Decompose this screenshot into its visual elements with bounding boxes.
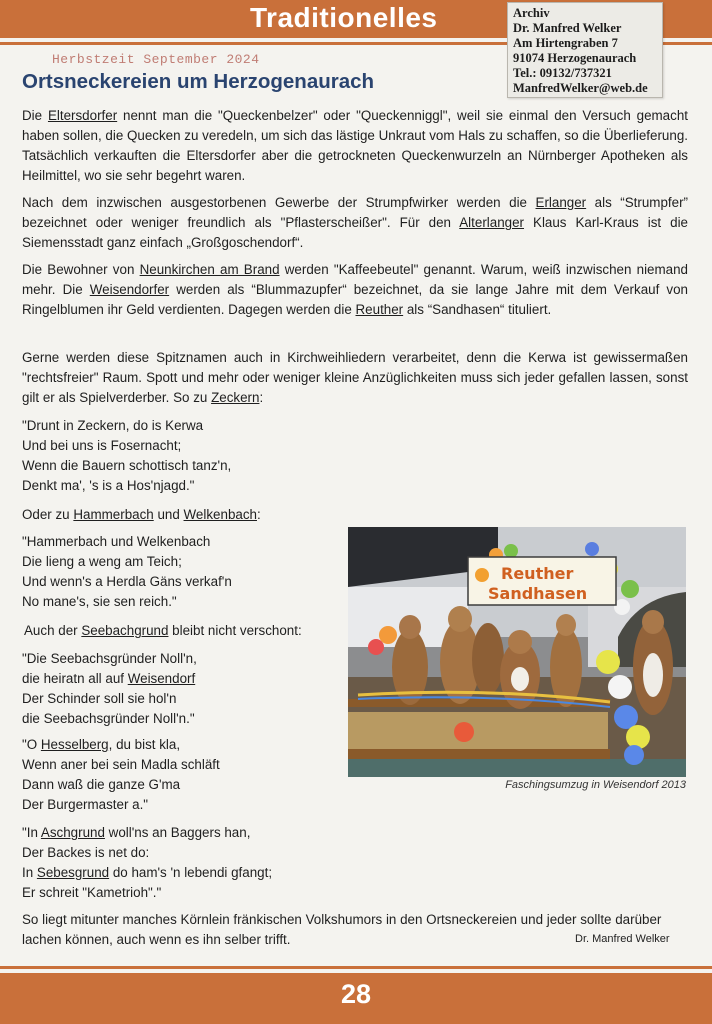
verse-aschgrund: "In Aschgrund woll'ns an Baggers han, Der Backes is net do: In Sebesgrund do ham's 'n lebendi gfangt; Er schreit "Kametrioh"." xyxy=(22,825,273,900)
verse-hesselberg: "O Hesselberg, du bist kla, Wenn aner bei sein Madla schläft Dann waß die ganze G'ma Der Burgermaster a." xyxy=(22,737,220,812)
stamp-line: Tel.: 09132/737321 xyxy=(513,66,612,80)
section-title: Traditionelles xyxy=(250,2,438,33)
page-number: 28 xyxy=(340,979,372,1009)
place-link: Erlanger xyxy=(535,195,587,210)
dateline: Herbstzeit September 2024 xyxy=(52,52,260,67)
stamp-line: Dr. Manfred Welker xyxy=(513,21,622,35)
place-link: Neunkirchen am Brand xyxy=(139,262,280,277)
photo-illustration xyxy=(348,527,686,777)
banner-line-1: Reuther xyxy=(501,564,574,583)
closing-paragraph: So liegt mitunter manches Körnlein fränkischen Volkshumors in den Ortsneckereien und jeder sollte darüber lachen können, auch wenn es ihn selber trifft. xyxy=(22,912,662,947)
carnival-photo xyxy=(348,527,686,777)
verse-zeckern: "Drunt in Zeckern, do is Kerwa Und bei uns is Fosernacht; Wenn die Bauern schottisch tanz'n, Denkt ma', 's is a Hos'njagd." xyxy=(22,418,232,493)
paragraph-4: Gerne werden diese Spitznamen auch in Kirchweihliedern verarbeitet, denn die Kerwa ist gewissermaßen "rechtsfreier" Raum. Spott und mehr oder weniger kleine Anzüglichkeiten muss sich jeder gefallen lassen, sonst gilt er als Spielverderber. So zu Zeckern: xyxy=(22,350,688,405)
place-link: Zeckern xyxy=(211,390,260,405)
place-link: Reuther xyxy=(355,302,404,317)
verse-seebachgrund: "Die Seebachsgründer Noll'n, die heiratn all auf Weisendorf Der Schinder soll sie hol'n die Seebachsgründer Noll'n." xyxy=(22,651,197,726)
archive-stamp xyxy=(507,2,663,98)
place-link: Aschgrund xyxy=(40,825,105,840)
place-link: Weisendorf xyxy=(127,671,196,686)
author-signature: Dr. Manfred Welker xyxy=(575,933,670,945)
paragraph-3: Die Bewohner von Neunkirchen am Brand werden "Kaffeebeutel" genannt. Warum, weiß inzwischen niemand mehr. Die Weisendorfer werden als “Blummazupfer“ bezeichnet, da sie lange Jahre mit dem Verkauf von Ringelblumen ihr Geld verdienten. Dagegen werden die Reuther als “Sandhasen“ tituliert. xyxy=(22,262,688,317)
stamp-line: Am Hirtengraben 7 xyxy=(513,36,618,50)
place-link: Sebesgrund xyxy=(36,865,110,880)
banner xyxy=(468,557,616,605)
verse-hammerbach: "Hammerbach und Welkenbach Die lieng a weng am Teich; Und wenn's a Herdla Gäns verkaf'n No mane's, sie sen reich." xyxy=(22,534,232,609)
footer-rule xyxy=(0,966,712,969)
intro-hammerbach: Oder zu Hammerbach und Welkenbach: xyxy=(22,507,261,522)
place-link: Eltersdorfer xyxy=(47,108,118,123)
paragraph-2: Nach dem inzwischen ausgestorbenen Gewerbe der Strumpfwirker werden die Erlanger als “Strumpfer” bezeichnet oder weniger freundlich als "Pflasterscheißer". Für den Alterlanger Klaus Karl-Kraus ist die Siemensstadt ganz einfach „Großgoschendorf“. xyxy=(22,195,688,250)
place-link: Hesselberg xyxy=(40,737,109,752)
intro-seebachgrund: Auch der Seebachgrund bleibt nicht verschont: xyxy=(24,623,302,638)
place-link: Welkenbach xyxy=(183,507,257,522)
banner-line-2: Sandhasen xyxy=(488,584,588,603)
photo-caption: Faschingsumzug in Weisendorf 2013 xyxy=(505,779,686,791)
paragraph-1: Die Eltersdorfer nennt man die "Queckenbelzer" oder "Queckenniggl", weil sie einmal den Versuch gemacht haben sollen, die Quecken zu veredeln, um sich das lästige Unkraut vom Hals zu schaffen, so die Überlieferung. Tatsächlich verkauften die Eltersdorfer aber die getrockneten Queckenwurzeln an Nürnberger Apotheken als Heilmittel, wo sie sehr begehrt waren. xyxy=(22,108,688,183)
place-link: Alterlanger xyxy=(459,215,525,230)
place-link: Weisendorfer xyxy=(89,282,170,297)
place-link: Hammerbach xyxy=(73,507,154,522)
article-title: Ortsneckereien um Herzogenaurach xyxy=(22,70,375,93)
place-link: Seebachgrund xyxy=(81,623,169,638)
stamp-line: ManfredWelker@web.de xyxy=(513,81,648,95)
stamp-line: Archiv xyxy=(513,6,550,20)
stamp-line: 91074 Herzogenaurach xyxy=(513,51,637,65)
